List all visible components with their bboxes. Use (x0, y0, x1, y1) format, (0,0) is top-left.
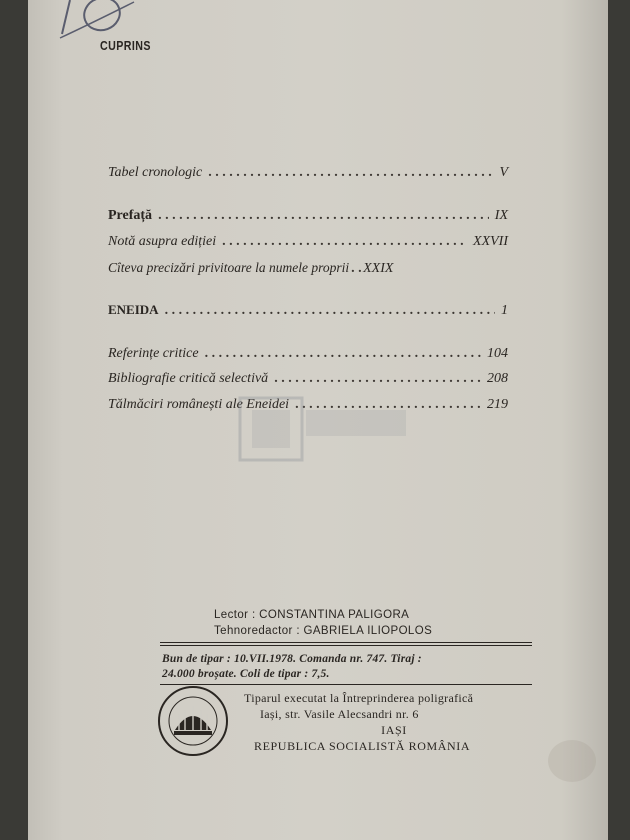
divider-top (160, 642, 532, 643)
toc-entry-page: XXVII (473, 234, 508, 249)
toc-entry-label: Prefață (108, 208, 153, 223)
leader-dots (222, 234, 467, 250)
leader-dots (208, 165, 493, 181)
toc-entry (108, 260, 508, 280)
page-title: CUPRINS (100, 38, 151, 53)
leader-dots (165, 303, 495, 319)
printer-country: REPUBLICA SOCIALISTĂ ROMÂNIA (254, 739, 471, 753)
tehnoredactor-credit: Tehnoredactor : GABRIELA ILIOPOLOS (214, 625, 433, 637)
toc-entry-page: 219 (487, 397, 508, 412)
credits-block (214, 607, 432, 639)
toc-entry-label: Referințe critice (108, 346, 199, 361)
printer-imprint (244, 690, 564, 754)
toc-entry-label: Tălmăciri românești ale Eneidei (108, 397, 290, 412)
leader-dots (351, 261, 361, 277)
toc-entry (108, 346, 508, 366)
print-info-line: 24.000 broșate. Coli de tipar : 7,5. (162, 668, 330, 680)
toc-entry-label: ENEIDA (108, 302, 159, 317)
print-info-line: Bun de tipar : 10.VII.1978. Comanda nr. 747. Tiraj : (162, 653, 422, 665)
printer-line: Tiparul executat la Întreprinderea poligrafică (244, 691, 474, 705)
toc-entry-page: 104 (487, 346, 508, 361)
watermark-logo (238, 380, 408, 464)
toc-entry (108, 165, 508, 185)
print-info-block (162, 652, 522, 682)
toc-entry-page: XXIX (363, 261, 394, 276)
printer-seal-icon (156, 684, 230, 758)
paper-stain (548, 740, 596, 782)
leader-dots (205, 346, 481, 362)
toc-entry-page: 208 (487, 371, 508, 386)
toc-entry (108, 302, 508, 322)
toc-entry (108, 234, 508, 254)
leader-dots (158, 208, 489, 224)
lector-credit: Lector : CONSTANTINA PALIGORA (214, 609, 410, 621)
printer-city: IAȘI (381, 723, 407, 737)
divider-top-2 (160, 645, 532, 646)
toc-entry (108, 208, 508, 228)
toc-entry-page: IX (494, 208, 508, 223)
toc-entry-page: V (499, 165, 508, 180)
book-page (28, 0, 608, 840)
toc-entry-page: 1 (501, 303, 508, 318)
toc-entry-label: Tabel cronologic (108, 165, 203, 180)
printer-address: Iași, str. Vasile Alecsandri nr. 6 (260, 707, 419, 721)
toc-entry-label: Cîteva precizări privitoare la numele proprii (108, 260, 350, 275)
toc-entry-label: Notă asupra ediției (108, 234, 217, 249)
toc-entry-label: Bibliografie critică selectivă (108, 371, 269, 386)
